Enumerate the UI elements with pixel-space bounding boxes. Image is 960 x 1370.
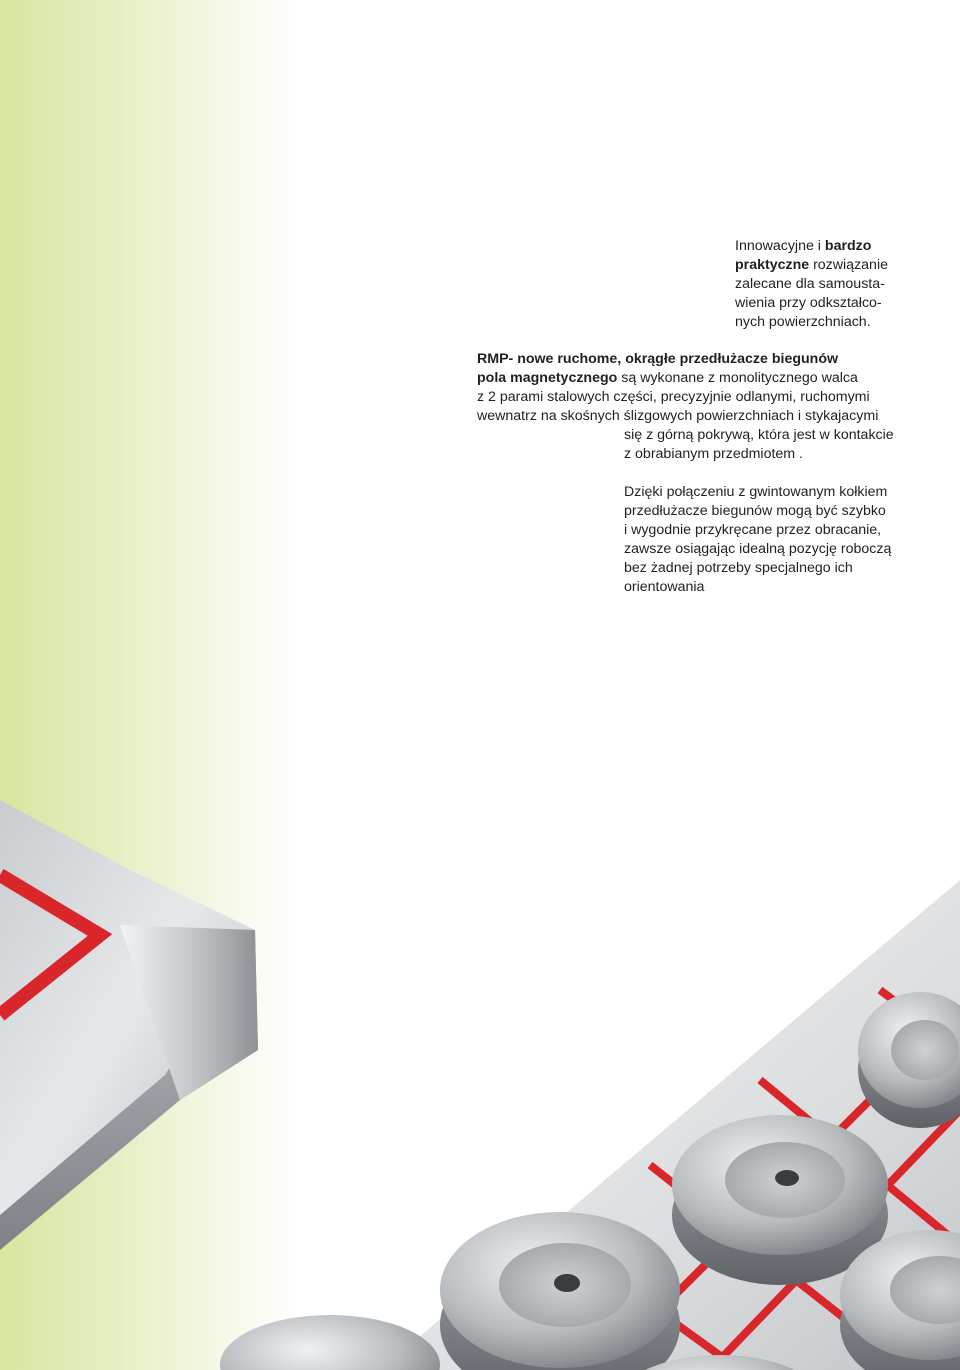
dzieki-line-2: przedłużacze biegunów mogą być szybko [624, 503, 886, 519]
intro-line-5: nych powierzchniach. [735, 314, 871, 330]
intro-line-2: praktyczne rozwiązanie [735, 257, 888, 273]
rmp-line-3: z 2 parami stalowych części, precyzyjnie odlanymi, ruchomymi [477, 389, 870, 405]
rmp-line-4: wewnatrz na skośnych ślizgowych powierzchniach i stykajacymi [477, 408, 879, 424]
dzieki-line-5: bez żadnej potrzeby specjalnego ich [624, 560, 853, 576]
pole-extension-ring-1 [858, 992, 960, 1128]
small-chuck-plate [0, 800, 258, 1250]
dzieki-line-1: Dzięki połączeniu z gwintowanym kołkiem [624, 484, 888, 500]
dzieki-line-3: i wygodnie przykręcane przez obracanie, [624, 522, 882, 538]
rmp-line-2: pola magnetycznego są wykonane z monolitycznego walca [477, 370, 858, 386]
rmp-line-5: się z górną pokrywą, która jest w kontakcie [624, 427, 894, 443]
rmp-line-6: z obrabianym przedmiotem . [624, 446, 803, 462]
intro-line-3: zalecane dla samousta- [735, 276, 885, 292]
pole-extension-ring-3 [440, 1212, 680, 1370]
intro-line-1: Innowacyjne i bardzo [735, 238, 872, 254]
rmp-line-1: RMP- nowe ruchome, okrągłe przedłużacze biegunów [477, 351, 839, 367]
dzieki-line-4: zawsze osiągając idealną pozycję roboczą [624, 541, 892, 557]
pole-extension-ring-5 [220, 1315, 440, 1370]
intro-line-4: wienia przy odkształco- [735, 295, 882, 311]
dzieki-line-6: orientowania [624, 579, 705, 595]
